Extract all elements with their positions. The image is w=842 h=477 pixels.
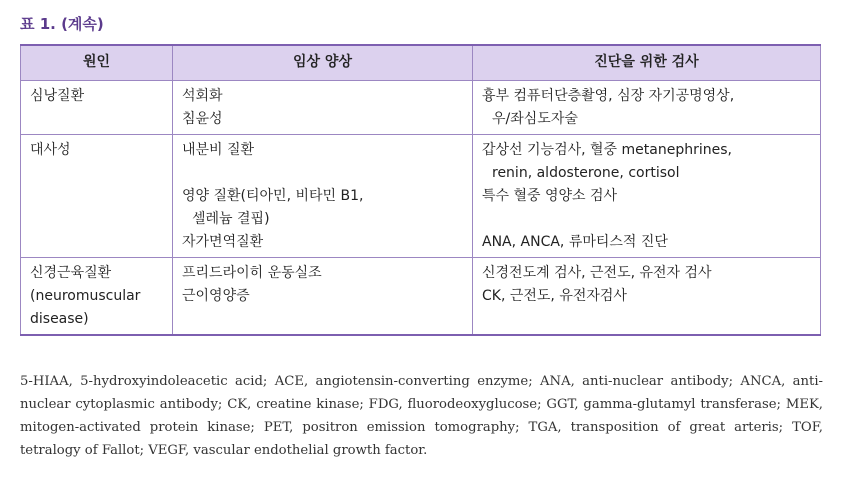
- cell-tests: [473, 135, 821, 258]
- cell-clinical: [173, 258, 473, 336]
- cell-line: renin, aldosterone, cortisol: [492, 165, 680, 181]
- cell-line: 석회화: [182, 88, 223, 104]
- cell-line: 내분비 질환: [182, 142, 255, 158]
- header-tests: 진단을 위한 검사: [473, 45, 821, 81]
- table-header-row: [21, 45, 821, 81]
- cell-tests: [473, 258, 821, 336]
- diagnosis-table: [20, 44, 821, 336]
- cell-line: 흉부 컴퓨터단층촬영, 심장 자기공명영상,: [482, 88, 735, 104]
- cell-line: 셀레늄 결핍): [192, 211, 270, 227]
- table-caption: 표 1. (계속): [20, 15, 104, 33]
- cell-line: 영양 질환(티아민, 비타민 B1,: [182, 188, 364, 204]
- cell-line: 신경근육질환: [30, 265, 112, 281]
- cell-clinical: [173, 135, 473, 258]
- blank-line: [182, 162, 463, 185]
- cell-line: 침윤성: [182, 111, 223, 127]
- cell-line: CK, 근전도, 유전자검사: [482, 288, 627, 304]
- header-cause: 원인: [21, 45, 173, 81]
- cell-line: (neuromuscular: [30, 288, 141, 304]
- cell-cause: [21, 258, 173, 336]
- cell-tests: [473, 81, 821, 135]
- cell-line: 우/좌심도자술: [492, 111, 578, 127]
- table-row: [21, 81, 821, 135]
- table-footnote: 5-HIAA, 5-hydroxyindoleacetic acid; ACE, angiotensin-converting enzyme; ANA, anti-nuclear antibody; ANCA, anti-nuclear cytoplasmic antibody; CK, creatine kinase; FDG, fluorodeoxyglucose; GGT, gamma-glutamyl transferase; MEK, mitogen-activated protein kinase; PET, positron emission tomography; TGA, transposition of great arteris; TOF, tetralogy of Fallot; VEGF, vascular endothelial growth factor.: [20, 374, 823, 458]
- cell-line: 심낭질환: [30, 88, 85, 104]
- cell-line: ANA, ANCA, 류마티스적 진단: [482, 234, 668, 250]
- cell-line: 근이영양증: [182, 288, 250, 304]
- cell-clinical: [173, 81, 473, 135]
- cell-line: 갑상선 기능검사, 혈중 metanephrines,: [482, 142, 732, 158]
- cell-line: disease): [30, 311, 89, 327]
- cell-cause: [21, 135, 173, 258]
- cell-line: 대사성: [30, 142, 71, 158]
- table-row: [21, 135, 821, 258]
- cell-line: 프리드라이히 운동실조: [182, 265, 322, 281]
- cell-line: 신경전도계 검사, 근전도, 유전자 검사: [482, 265, 712, 281]
- cell-line: 자가면역질환: [182, 234, 264, 250]
- cell-cause: [21, 81, 173, 135]
- header-clinical: 임상 양상: [173, 45, 473, 81]
- table-row: [21, 258, 821, 336]
- cell-line: 특수 혈중 영양소 검사: [482, 188, 618, 204]
- blank-line: [482, 208, 811, 231]
